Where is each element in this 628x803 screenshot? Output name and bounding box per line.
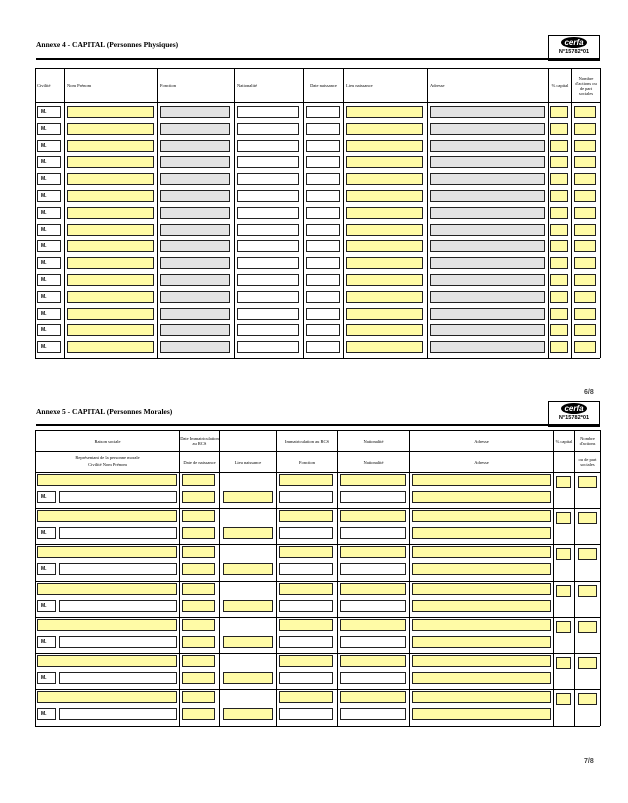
annex4-col-divider [234,68,235,358]
date-naissance-input[interactable] [306,274,340,286]
nationalite-input[interactable] [340,708,406,720]
annex5-title: Annexe 5 - CAPITAL (Personnes Morales) [36,407,173,416]
date-naissance-input[interactable] [306,257,340,269]
civility-field[interactable]: M. [37,341,61,353]
pct-capital-input[interactable] [550,240,568,252]
lieu-naissance-input[interactable] [346,173,423,185]
annex5-col-divider [409,430,410,726]
pct-capital-input[interactable] [550,123,568,135]
immat-rcs-input[interactable] [279,510,333,522]
header-nationalite: Nationalité [237,83,257,88]
date-immat-input[interactable] [182,546,215,558]
fonction-input[interactable] [160,173,230,185]
nombre-actions-input[interactable] [574,291,596,303]
annex5-col-divider [574,430,575,726]
nom-prenom-input[interactable] [67,257,154,269]
nationalite-input[interactable] [237,123,299,135]
annex4-top-rule [36,58,600,60]
date-naissance-input[interactable] [306,324,340,336]
cerfa-number: N°15782*01 [558,415,590,421]
adresse-input[interactable] [412,491,551,503]
nom-prenom-input[interactable] [67,324,154,336]
pct-capital-input[interactable] [556,548,571,560]
nationalite-input[interactable] [237,240,299,252]
nationalite-input[interactable] [237,140,299,152]
adresse-input[interactable] [430,240,545,252]
raison-sociale-input[interactable] [37,583,177,595]
date-naissance-input[interactable] [182,636,215,648]
civility-field[interactable]: M. [37,324,61,336]
adresse-input[interactable] [430,274,545,286]
nationalite-input[interactable] [237,207,299,219]
nombre-actions-input[interactable] [578,621,597,633]
nombre-actions-input[interactable] [578,585,597,597]
fonction-input[interactable] [160,257,230,269]
civility-field[interactable]: M. [37,274,61,286]
pct-capital-input[interactable] [556,512,571,524]
fonction-input[interactable] [279,527,333,539]
date-naissance-input[interactable] [306,140,340,152]
civility-field[interactable]: M. [37,240,61,252]
adresse-input[interactable] [430,308,545,320]
header-lieu-naissance: Lieu naissance [234,459,262,465]
nombre-actions-input[interactable] [574,156,596,168]
representant-nom-input[interactable] [59,563,177,575]
block-separator [35,544,600,545]
header-lieu-naissance: Lieu naissance [346,83,373,88]
pct-capital-input[interactable] [550,341,568,353]
block-separator [35,689,600,690]
date-naissance-input[interactable] [182,600,215,612]
lieu-naissance-input[interactable] [346,190,423,202]
lieu-naissance-input[interactable] [346,291,423,303]
adresse-input[interactable] [430,257,545,269]
adresse-input[interactable] [412,672,551,684]
header-nom-prenom: Nom Prénom [67,83,92,88]
nombre-actions-input[interactable] [574,173,596,185]
adresse-input[interactable] [430,224,545,236]
nom-prenom-input[interactable] [67,173,154,185]
pct-capital-input[interactable] [550,308,568,320]
date-naissance-input[interactable] [306,240,340,252]
nombre-actions-input[interactable] [578,693,597,705]
cerfa-number: N°15782*01 [558,49,590,55]
nombre-actions-input[interactable] [574,207,596,219]
adresse-input[interactable] [430,123,545,135]
nationalite-input[interactable] [237,341,299,353]
date-naissance-input[interactable] [306,156,340,168]
lieu-naissance-input[interactable] [346,207,423,219]
header-nombre-actions: Nombre d'actions [579,436,596,446]
civility-field[interactable]: M. [37,708,56,720]
nationalite-input[interactable] [237,257,299,269]
nationalite-pm-input[interactable] [340,619,406,631]
immat-rcs-input[interactable] [279,583,333,595]
adresse-input[interactable] [430,324,545,336]
adresse-input[interactable] [430,106,545,118]
annex5-col-divider [553,430,554,726]
nom-prenom-input[interactable] [67,240,154,252]
date-immat-input[interactable] [182,691,215,703]
representant-nom-input[interactable] [59,708,177,720]
fonction-input[interactable] [160,324,230,336]
adresse-input[interactable] [430,207,545,219]
pct-capital-input[interactable] [550,140,568,152]
annex4-header-bottom [35,102,600,103]
pct-capital-input[interactable] [556,657,571,669]
civility-field[interactable]: M. [37,672,56,684]
date-naissance-input[interactable] [182,563,215,575]
annex4-col-divider [343,68,344,358]
nationalite-input[interactable] [340,672,406,684]
adresse-input[interactable] [430,190,545,202]
header-representant: Représentant de la personne morale [75,454,140,460]
civility-field[interactable]: M. [37,140,61,152]
civility-field[interactable]: M. [37,636,56,648]
pct-capital-input[interactable] [550,207,568,219]
immat-rcs-input[interactable] [279,655,333,667]
lieu-naissance-input[interactable] [223,708,273,720]
pct-capital-input[interactable] [556,585,571,597]
cerfa-logo: cerfa [561,403,587,414]
annex4-title: Annexe 4 - CAPITAL (Personnes Physiques) [36,40,179,49]
lieu-naissance-input[interactable] [346,274,423,286]
fonction-input[interactable] [160,140,230,152]
representant-nom-input[interactable] [59,527,177,539]
fonction-input[interactable] [279,636,333,648]
nationalite-pm-input[interactable] [340,474,406,486]
adresse-input[interactable] [430,140,545,152]
nationalite-pm-input[interactable] [340,655,406,667]
representant-nom-input[interactable] [59,600,177,612]
date-naissance-input[interactable] [182,527,215,539]
header-civilite: Civilité [37,83,51,88]
immat-rcs-input[interactable] [279,546,333,558]
nombre-actions-input[interactable] [578,476,597,488]
civility-field[interactable]: M. [37,156,61,168]
nom-prenom-input[interactable] [67,156,154,168]
annex5-col-divider [179,430,180,726]
header-nombre-actions: Nombre d'actions ou de part sociales [575,75,597,96]
header-adresse: Adresse [474,459,489,465]
adresse-pm-input[interactable] [412,474,551,486]
adresse-input[interactable] [412,600,551,612]
date-naissance-input[interactable] [306,291,340,303]
date-naissance-input[interactable] [306,173,340,185]
nationalite-input[interactable] [340,527,406,539]
nombre-actions-input[interactable] [574,308,596,320]
pct-capital-input[interactable] [550,224,568,236]
adresse-input[interactable] [430,341,545,353]
nombre-actions-input[interactable] [578,657,597,669]
fonction-input[interactable] [160,156,230,168]
lieu-naissance-input[interactable] [223,672,273,684]
adresse-input[interactable] [430,156,545,168]
raison-sociale-input[interactable] [37,619,177,631]
nationalite-pm-input[interactable] [340,546,406,558]
nombre-actions-input[interactable] [574,140,596,152]
header-raison-sociale: Raison sociale [94,438,121,444]
nationalite-input[interactable] [237,224,299,236]
nombre-actions-input[interactable] [574,123,596,135]
nationalite-input[interactable] [340,491,406,503]
annex5-col-divider [219,430,220,726]
civility-field[interactable]: M. [37,563,56,575]
fonction-input[interactable] [160,341,230,353]
pct-capital-input[interactable] [550,324,568,336]
nombre-actions-input[interactable] [578,512,597,524]
nom-prenom-input[interactable] [67,341,154,353]
annex4-table-bottom [35,358,600,359]
fonction-input[interactable] [160,291,230,303]
lieu-naissance-input[interactable] [223,636,273,648]
fonction-input[interactable] [160,240,230,252]
immat-rcs-input[interactable] [279,691,333,703]
fonction-input[interactable] [160,224,230,236]
fonction-input[interactable] [279,491,333,503]
fonction-input[interactable] [160,106,230,118]
raison-sociale-input[interactable] [37,691,177,703]
civility-field[interactable]: M. [37,173,61,185]
annex4-col-divider [157,68,158,358]
header-civ-nom: Civilité Nom Prénom [88,461,127,467]
nom-prenom-input[interactable] [67,190,154,202]
nombre-actions-input[interactable] [574,324,596,336]
civility-field[interactable]: M. [37,527,56,539]
nom-prenom-input[interactable] [67,123,154,135]
raison-sociale-input[interactable] [37,546,177,558]
representant-nom-input[interactable] [59,636,177,648]
annex4-col-divider [548,68,549,358]
nom-prenom-input[interactable] [67,224,154,236]
nom-prenom-input[interactable] [67,140,154,152]
fonction-input[interactable] [279,563,333,575]
header-pct-capital: % capital [551,83,569,88]
nationalite-pm-input[interactable] [340,583,406,595]
header-adresse: Adresse [430,83,445,88]
pct-capital-input[interactable] [556,621,571,633]
annex5-table-bottom [35,726,600,727]
lieu-naissance-input[interactable] [346,341,423,353]
block-separator [35,581,600,582]
annex5-col-divider [337,430,338,726]
annex4-col-divider [303,68,304,358]
header-fonction: Fonction [160,83,177,88]
lieu-naissance-input[interactable] [223,527,273,539]
nationalite-pm-input[interactable] [340,691,406,703]
annex4-col-divider [427,68,428,358]
pct-capital-input[interactable] [556,693,571,705]
annex5-col-divider [276,430,277,726]
annex5-header-bottom [35,472,600,473]
adresse-input[interactable] [412,636,551,648]
nom-prenom-input[interactable] [67,106,154,118]
nationalite-input[interactable] [340,636,406,648]
fonction-input[interactable] [279,672,333,684]
adresse-input[interactable] [430,173,545,185]
adresse-pm-input[interactable] [412,510,551,522]
page-number-bottom: 7/8 [584,758,594,765]
annex5-col-divider [600,430,601,726]
date-naissance-input[interactable] [306,341,340,353]
nationalite-pm-input[interactable] [340,510,406,522]
civility-field[interactable]: M. [37,600,56,612]
date-naissance-input[interactable] [182,672,215,684]
civility-field[interactable]: M. [37,207,61,219]
header-pct-capital: % capital [555,438,573,444]
representant-nom-input[interactable] [59,491,177,503]
header-nationalite: Nationalité [363,438,384,444]
date-naissance-input[interactable] [182,708,215,720]
nombre-actions-input[interactable] [574,274,596,286]
block-separator [35,653,600,654]
nom-prenom-input[interactable] [67,308,154,320]
civility-field[interactable]: M. [37,106,61,118]
adresse-input[interactable] [412,708,551,720]
lieu-naissance-input[interactable] [346,257,423,269]
adresse-pm-input[interactable] [412,619,551,631]
date-naissance-input[interactable] [306,106,340,118]
nationalite-input[interactable] [237,324,299,336]
date-naissance-input[interactable] [306,207,340,219]
annex5-col-divider [35,430,36,726]
fonction-input[interactable] [279,708,333,720]
fonction-input[interactable] [279,600,333,612]
nationalite-input[interactable] [237,190,299,202]
adresse-input[interactable] [430,291,545,303]
fonction-input[interactable] [160,207,230,219]
civility-field[interactable]: M. [37,190,61,202]
nombre-actions-input[interactable] [574,240,596,252]
adresse-input[interactable] [412,527,551,539]
nombre-actions-input[interactable] [574,224,596,236]
block-separator [35,617,600,618]
raison-sociale-input[interactable] [37,474,177,486]
annex4-col-divider [64,68,65,358]
civility-field[interactable]: M. [37,224,61,236]
pct-capital-input[interactable] [550,190,568,202]
fonction-input[interactable] [160,308,230,320]
header-nationalite: Nationalité [363,459,384,465]
annex4-col-divider [35,68,36,358]
pct-capital-input[interactable] [550,173,568,185]
adresse-input[interactable] [412,563,551,575]
nom-prenom-input[interactable] [67,207,154,219]
raison-sociale-input[interactable] [37,510,177,522]
header-date-naissance: Date naissance [310,83,337,88]
annex4-col-divider [600,68,601,358]
fonction-input[interactable] [160,123,230,135]
date-naissance-input[interactable] [306,308,340,320]
nombre-actions-input[interactable] [578,548,597,560]
pct-capital-input[interactable] [550,106,568,118]
nationalite-input[interactable] [237,291,299,303]
pct-capital-input[interactable] [550,156,568,168]
pct-capital-input[interactable] [550,291,568,303]
lieu-naissance-input[interactable] [346,123,423,135]
nom-prenom-input[interactable] [67,291,154,303]
nombre-actions-input[interactable] [574,106,596,118]
pct-capital-input[interactable] [550,257,568,269]
header-fonction: Fonction [298,459,315,465]
adresse-pm-input[interactable] [412,583,551,595]
header-adresse: Adresse [474,438,489,444]
nationalite-input[interactable] [340,600,406,612]
date-naissance-input[interactable] [306,190,340,202]
nombre-actions-input[interactable] [574,190,596,202]
header-date-naissance: Date de naissance [183,459,216,465]
pct-capital-input[interactable] [556,476,571,488]
date-immat-input[interactable] [182,583,215,595]
nationalite-input[interactable] [237,173,299,185]
lieu-naissance-input[interactable] [346,324,423,336]
nom-prenom-input[interactable] [67,274,154,286]
header-date-immat: Date Immatriculation au RCS [180,436,219,446]
date-immat-input[interactable] [182,655,215,667]
lieu-naissance-input[interactable] [346,308,423,320]
date-immat-input[interactable] [182,619,215,631]
representant-nom-input[interactable] [59,672,177,684]
nationalite-input[interactable] [340,563,406,575]
lieu-naissance-input[interactable] [223,563,273,575]
lieu-naissance-input[interactable] [346,106,423,118]
fonction-input[interactable] [160,274,230,286]
lieu-naissance-input[interactable] [223,600,273,612]
immat-rcs-input[interactable] [279,474,333,486]
fonction-input[interactable] [160,190,230,202]
civility-field[interactable]: M. [37,308,61,320]
lieu-naissance-input[interactable] [346,240,423,252]
civility-field[interactable]: M. [37,491,56,503]
date-immat-input[interactable] [182,510,215,522]
date-naissance-input[interactable] [306,224,340,236]
annex5-top-rule [36,424,600,426]
civility-field[interactable]: M. [37,123,61,135]
lieu-naissance-input[interactable] [223,491,273,503]
date-naissance-input[interactable] [306,123,340,135]
date-immat-input[interactable] [182,474,215,486]
lieu-naissance-input[interactable] [346,224,423,236]
annex4-col-divider [571,68,572,358]
nombre-actions-input[interactable] [574,341,596,353]
block-separator [35,508,600,509]
date-naissance-input[interactable] [182,491,215,503]
adresse-pm-input[interactable] [412,655,551,667]
page-number-top: 6/8 [584,389,594,396]
raison-sociale-input[interactable] [37,655,177,667]
nombre-actions-input[interactable] [574,257,596,269]
nationalite-input[interactable] [237,274,299,286]
civility-field[interactable]: M. [37,291,61,303]
header-parts: ou de part sociales [578,457,597,467]
lieu-naissance-input[interactable] [346,156,423,168]
lieu-naissance-input[interactable] [346,140,423,152]
header-immat-rcs: Immatriculation au RCS [285,438,329,444]
nationalite-input[interactable] [237,308,299,320]
immat-rcs-input[interactable] [279,619,333,631]
adresse-pm-input[interactable] [412,691,551,703]
nationalite-input[interactable] [237,106,299,118]
pct-capital-input[interactable] [550,274,568,286]
adresse-pm-input[interactable] [412,546,551,558]
civility-field[interactable]: M. [37,257,61,269]
cerfa-logo: cerfa [561,37,587,48]
nationalite-input[interactable] [237,156,299,168]
